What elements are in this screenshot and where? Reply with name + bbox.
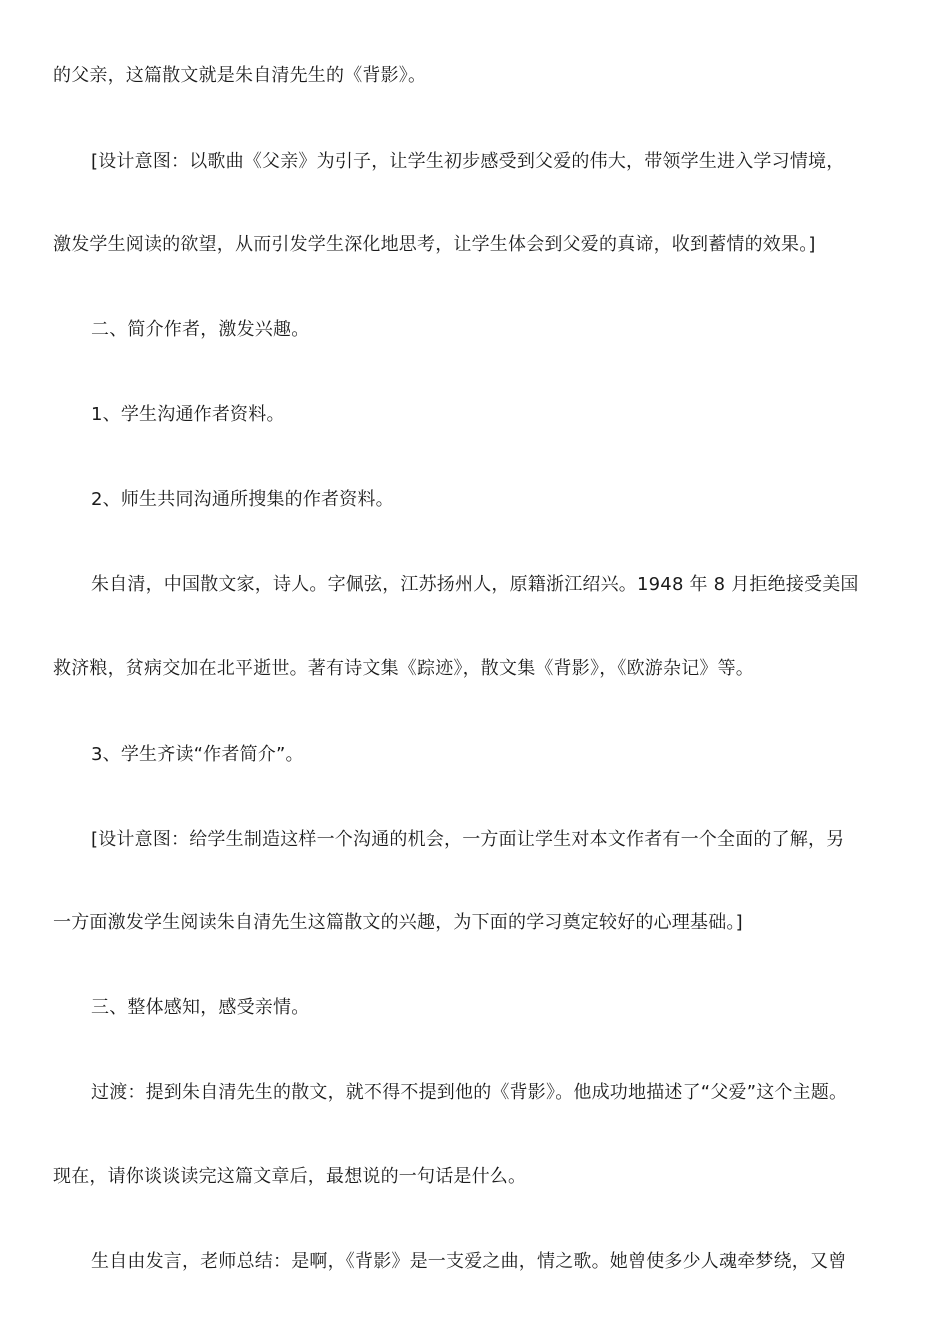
text-line: 3、学生齐读“作者简介”。 bbox=[91, 744, 304, 765]
text-line: 激发学生阅读的欲望，从而引发学生深化地思考，让学生体会到父爱的真谛，收到蓄情的效果。] bbox=[53, 234, 816, 255]
text-line: [设计意图：以歌曲《父亲》为引子，让学生初步感受到父爱的伟大，带领学生进入学习情境， bbox=[91, 151, 845, 172]
text-line: 1、学生沟通作者资料。 bbox=[91, 404, 285, 425]
text-line: 现在，请你谈谈读完这篇文章后，最想说的一句话是什么。 bbox=[53, 1166, 527, 1187]
section-heading: 三、整体感知，感受亲情。 bbox=[91, 997, 310, 1018]
text-line: 的父亲，这篇散文就是朱自清先生的《背影》。 bbox=[53, 65, 427, 86]
text-line: 救济粮，贫病交加在北平逝世。著有诗文集《踪迹》，散文集《背影》，《欧游杂记》等。 bbox=[53, 658, 754, 679]
section-heading: 二、简介作者，激发兴趣。 bbox=[91, 319, 310, 340]
text-line: 一方面激发学生阅读朱自清先生这篇散文的兴趣，为下面的学习奠定较好的心理基础。] bbox=[53, 912, 743, 933]
text-line: [设计意图：给学生制造这样一个沟通的机会，一方面让学生对本文作者有一个全面的了解，另 bbox=[91, 829, 845, 850]
text-line: 过渡：提到朱自清先生的散文，就不得不提到他的《背影》。他成功地描述了“父爱”这个主题。 bbox=[91, 1082, 848, 1103]
text-line: 生自由发言，老师总结：是啊，《背影》是一支爱之曲，情之歌。她曾使多少人魂牵梦绕，又曾 bbox=[91, 1251, 847, 1272]
text-line: 朱自清，中国散文家，诗人。字佩弦，江苏扬州人，原籍浙江绍兴。1948 年 8 月拒绝接受美国 bbox=[91, 574, 859, 595]
text-line: 2、师生共同沟通所搜集的作者资料。 bbox=[91, 489, 394, 510]
